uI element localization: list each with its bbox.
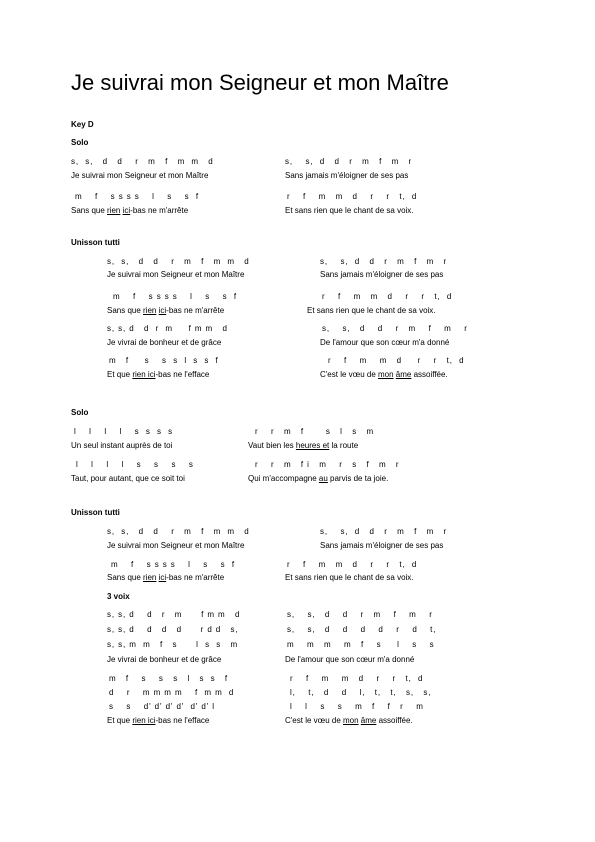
solfege-line: s, s, d d d d r d t, — [287, 625, 437, 634]
solfege-line: l, t, d d l, t, t, s, s, — [290, 688, 432, 697]
solfege-line: s, s, d d r m f m r — [320, 257, 448, 266]
lyric-line: Sans jamais m'éloigner de ses pas — [320, 270, 444, 279]
solfege-line: s, s, d d r m f m r — [285, 157, 413, 166]
lyric-line: Et que rien ici-bas ne l'efface — [107, 716, 210, 725]
solfege-line: r r m f s l s m — [255, 427, 375, 436]
solfege-line: m f s s s l s s f — [109, 674, 229, 683]
key-label: Key D — [71, 120, 94, 129]
solfege-line: m m m m f s l s s — [287, 640, 435, 649]
solfege-line: r r m f i m r s f m r — [255, 460, 400, 469]
lyric-line: Je suivrai mon Seigneur et mon Maître — [107, 541, 245, 550]
lyric-line: C'est le vœu de mon âme assoiffée. — [320, 370, 448, 379]
lyric-line: Je suivrai mon Seigneur et mon Maître — [71, 171, 209, 180]
solfege-line: s, s, d d r m f m m d — [107, 324, 228, 333]
solfege-line: m f s s s s l s s f — [111, 560, 235, 569]
solfege-line: s, s, d d r m f m r — [320, 527, 448, 536]
lyric-line: C'est le vœu de mon âme assoiffée. — [285, 716, 413, 725]
solfege-line: s, s, d d r m f m m d — [71, 157, 214, 166]
solfege-line: r f m m d r r t, d — [287, 560, 418, 569]
lyric-line: Et sans rien que le chant de sa voix. — [307, 306, 436, 315]
lyric-line: Et que rien ici-bas ne l'efface — [107, 370, 210, 379]
solfege-line: r f m m d r r t, d — [290, 674, 424, 683]
section-label-unisson-tutti: Unisson tutti — [71, 508, 120, 517]
section-label-3-voix: 3 voix — [107, 592, 130, 601]
solfege-line: s, s, m m f s l s s m — [107, 640, 239, 649]
lyric-line: Sans jamais m'éloigner de ses pas — [320, 541, 444, 550]
solfege-line: s, s, d d r m f m m d — [107, 527, 250, 536]
solfege-line: m f s s s s l s s f — [113, 292, 237, 301]
page-title: Je suivrai mon Seigneur et mon Maître — [71, 70, 449, 95]
lyric-line: De l'amour que son cœur m'a donné — [285, 655, 415, 664]
lyric-line: Et sans rien que le chant de sa voix. — [285, 206, 414, 215]
lyric-line: Et sans rien que le chant de sa voix. — [285, 573, 414, 582]
section-label-solo: Solo — [71, 138, 89, 147]
solfege-line: r f m m d r r t, d — [322, 292, 453, 301]
solfege-line: l l l l s s s s — [76, 460, 194, 469]
lyric-line: Qui m'accompagne au parvis de ta joie. — [248, 474, 389, 483]
lyric-line: Sans que rien ici-bas ne m'arrête — [107, 306, 225, 315]
lyric-line: Vaut bien les heures et la route — [248, 441, 359, 450]
solfege-line: s, s, d d r m f m r — [287, 610, 433, 619]
solfege-line: s, s, d d d d r d d s, — [107, 625, 239, 634]
lyric-line: Je vivrai de bonheur et de grâce — [107, 338, 222, 347]
solfege-line: s, s, d d r m f m m d — [107, 610, 241, 619]
lyric-line: Je suivrai mon Seigneur et mon Maître — [107, 270, 245, 279]
section-label-solo: Solo — [71, 408, 89, 417]
solfege-line: s s d' d' d' d' d' d' l — [109, 702, 215, 711]
solfege-line: d r m m m m f m m d — [109, 688, 235, 697]
solfege-line: l l s s m f f r m — [290, 702, 424, 711]
solfege-line: r f m m d r r t, d — [328, 356, 465, 365]
lyric-line: Taut, pour autant, que ce soit toi — [71, 474, 185, 483]
solfege-line: m f s s s l s s f — [109, 356, 219, 365]
section-label-unisson-tutti: Unisson tutti — [71, 238, 120, 247]
lyric-line: De l'amour que son cœur m'a donné — [320, 338, 450, 347]
lyric-line: Sans jamais m'éloigner de ses pas — [285, 171, 409, 180]
lyric-line: Je vivrai de bonheur et de grâce — [107, 655, 222, 664]
solfege-line: s, s, d d r m f m r — [322, 324, 468, 333]
solfege-line: l l l l s s s s — [74, 427, 174, 436]
solfege-line: m f s s s s l s s f — [75, 192, 199, 201]
solfege-line: s, s, d d r m f m m d — [107, 257, 250, 266]
solfege-line: r f m m d r r t, d — [287, 192, 418, 201]
lyric-line: Sans que rien ici-bas ne m'arrête — [107, 573, 225, 582]
lyric-line: Un seul instant auprès de toi — [71, 441, 173, 450]
lyric-line: Sans que rien ici-bas ne m'arrête — [71, 206, 189, 215]
